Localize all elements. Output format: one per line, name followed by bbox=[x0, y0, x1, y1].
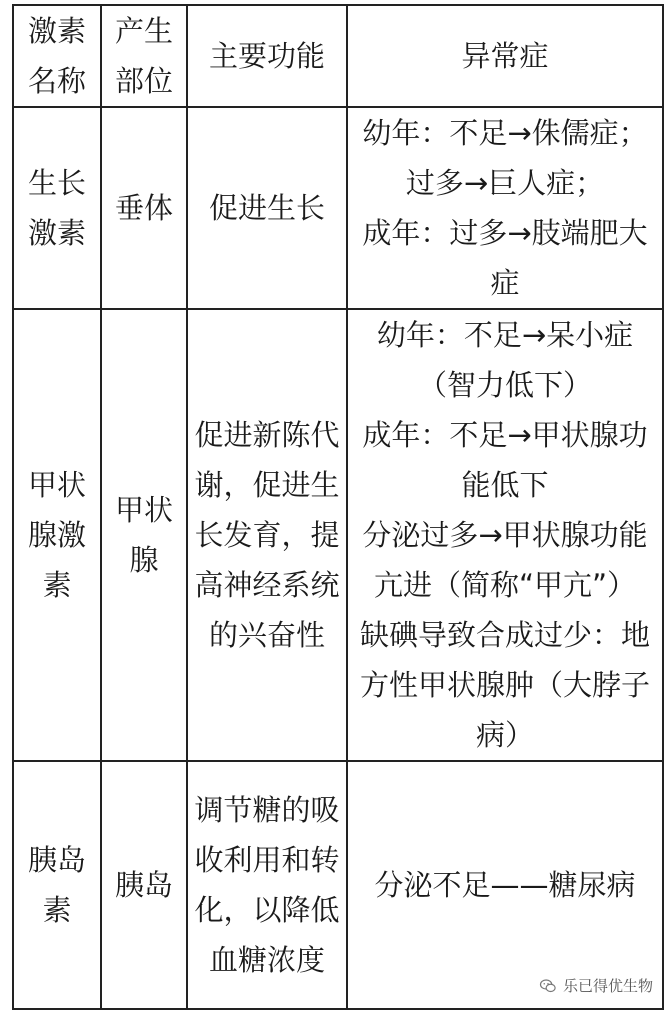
hormone-name-cell: 生长激素 bbox=[13, 107, 101, 309]
main-function-cell: 调节糖的吸收利用和转化，以降低血糖浓度 bbox=[187, 761, 347, 1009]
main-function-cell: 促进生长 bbox=[187, 107, 347, 309]
abnormal-condition-cell bbox=[347, 761, 663, 1009]
abnormal-condition-line: 成年：过多→肢端肥大症 bbox=[362, 216, 648, 300]
table-row bbox=[13, 107, 663, 309]
abnormal-condition-line: 分泌过多→甲状腺功能亢进（简称“甲亢”） bbox=[362, 518, 648, 602]
table-header-row bbox=[13, 5, 663, 107]
table-row bbox=[13, 309, 663, 761]
abnormal-condition-cell bbox=[347, 107, 663, 309]
table-row bbox=[13, 761, 663, 1009]
hormone-table bbox=[12, 4, 664, 1010]
wechat-icon bbox=[539, 977, 557, 995]
abnormal-condition-line: 幼年：不足→呆小症（智力低下） bbox=[376, 318, 634, 402]
abnormal-condition-line: 分泌不足——糖尿病 bbox=[374, 868, 636, 902]
abnormal-condition-cell bbox=[347, 309, 663, 761]
watermark-text: 乐已得优生物 bbox=[562, 977, 653, 995]
hormone-name-cell: 甲状腺激素 bbox=[13, 309, 101, 761]
header-production-site: 产生部位 bbox=[101, 5, 187, 107]
production-site-cell: 胰岛 bbox=[101, 761, 187, 1009]
header-hormone-name: 激素名称 bbox=[13, 5, 101, 107]
header-abnormal-condition: 异常症 bbox=[347, 5, 663, 107]
watermark bbox=[535, 973, 657, 998]
abnormal-condition-line: 幼年：不足→侏儒症；过多→巨人症； bbox=[362, 116, 648, 200]
hormone-name-cell: 胰岛素 bbox=[13, 761, 101, 1009]
abnormal-condition-line: 成年：不足→甲状腺功能低下 bbox=[362, 418, 648, 502]
abnormal-condition-line: 缺碘导致合成过少：地方性甲状腺肿（大脖子病） bbox=[359, 618, 650, 752]
main-function-cell: 促进新陈代谢，促进生长发育，提高神经系统的兴奋性 bbox=[187, 309, 347, 761]
header-main-function: 主要功能 bbox=[187, 5, 347, 107]
production-site-cell: 甲状腺 bbox=[101, 309, 187, 761]
production-site-cell: 垂体 bbox=[101, 107, 187, 309]
